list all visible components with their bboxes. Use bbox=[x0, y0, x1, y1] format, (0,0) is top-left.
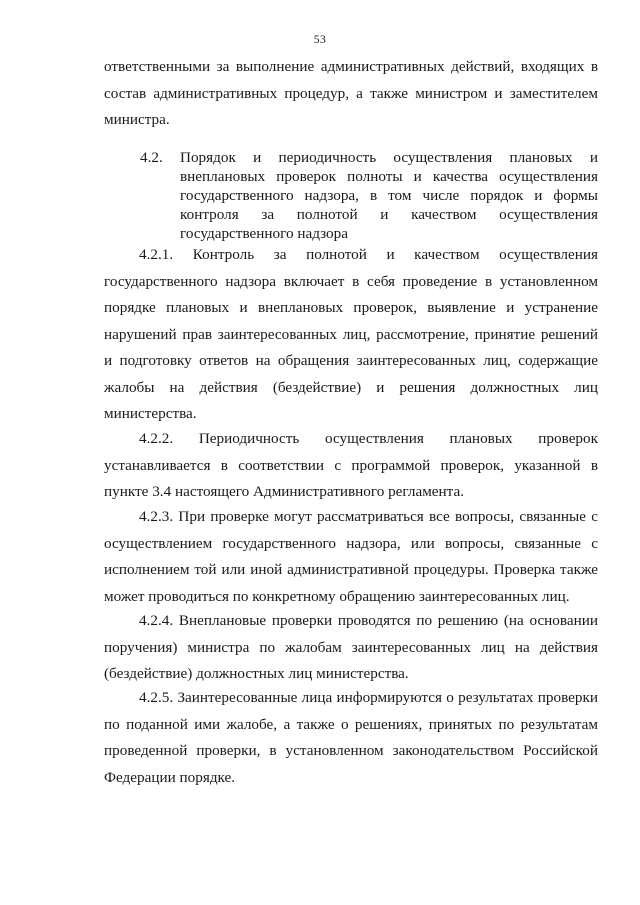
paragraph-text: 4.2.1. Контроль за полнотой и качеством осуществления государственного надзора включает в себя проведение в установленном порядке плановых и внеплановых проверок, выявление и устранение нарушений прав заинтересованных лиц, рассмотрение, принятие решений и подготовку ответов на обращения заинтересованных лиц, содержащие жалобы на действия (бездействие) и решения должностных лиц министерства. bbox=[104, 246, 598, 422]
page-number: 53 bbox=[313, 34, 327, 46]
paragraph-4-2-3 bbox=[104, 504, 598, 610]
paragraph-text: 4.2.3. При проверке могут рассматриваться все вопросы, связанные с осуществлением государственного надзора, или вопросы, связанные с исполнением той или иной административной процедуры. Проверка также может проводиться по конкретному обращению заинтересованных лиц. bbox=[104, 508, 598, 605]
paragraph-4-2-2 bbox=[104, 426, 598, 506]
continuation-paragraph bbox=[104, 54, 598, 134]
paragraph-text: 4.2.2. Периодичность осуществления плановых проверок устанавливается в соответствии с программой проверок, указанной в пункте 3.4 настоящего Административного регламента. bbox=[104, 430, 598, 500]
section-heading-4-2 bbox=[140, 148, 598, 243]
paragraph-text: 4.2.4. Внеплановые проверки проводятся по решению (на основании поручения) министра по жалобам заинтересованных лиц на действия (бездействие) должностных лиц министерства. bbox=[104, 612, 598, 682]
paragraph-4-2-4 bbox=[104, 608, 598, 688]
paragraph-text: 4.2.5. Заинтересованные лица информируются о результатах проверки по поданной ими жалобе, а также о решениях, принятых по результатам проведенной проверки, в установленном законодательством Российской Федерации порядке. bbox=[104, 689, 598, 786]
paragraph-4-2-1 bbox=[104, 242, 598, 428]
section-number: 4.2. bbox=[140, 149, 163, 166]
paragraph-4-2-5 bbox=[104, 685, 598, 791]
section-title: Порядок и периодичность осуществления плановых и внеплановых проверок полноты и качества осуществления государственного надзора, в том числе порядок и формы контроля за полнотой и качеством осуществления государственного надзора bbox=[180, 149, 598, 242]
paragraph-text: ответственными за выполнение административных действий, входящих в состав административных процедур, а также министром и заместителем министра. bbox=[104, 58, 598, 128]
